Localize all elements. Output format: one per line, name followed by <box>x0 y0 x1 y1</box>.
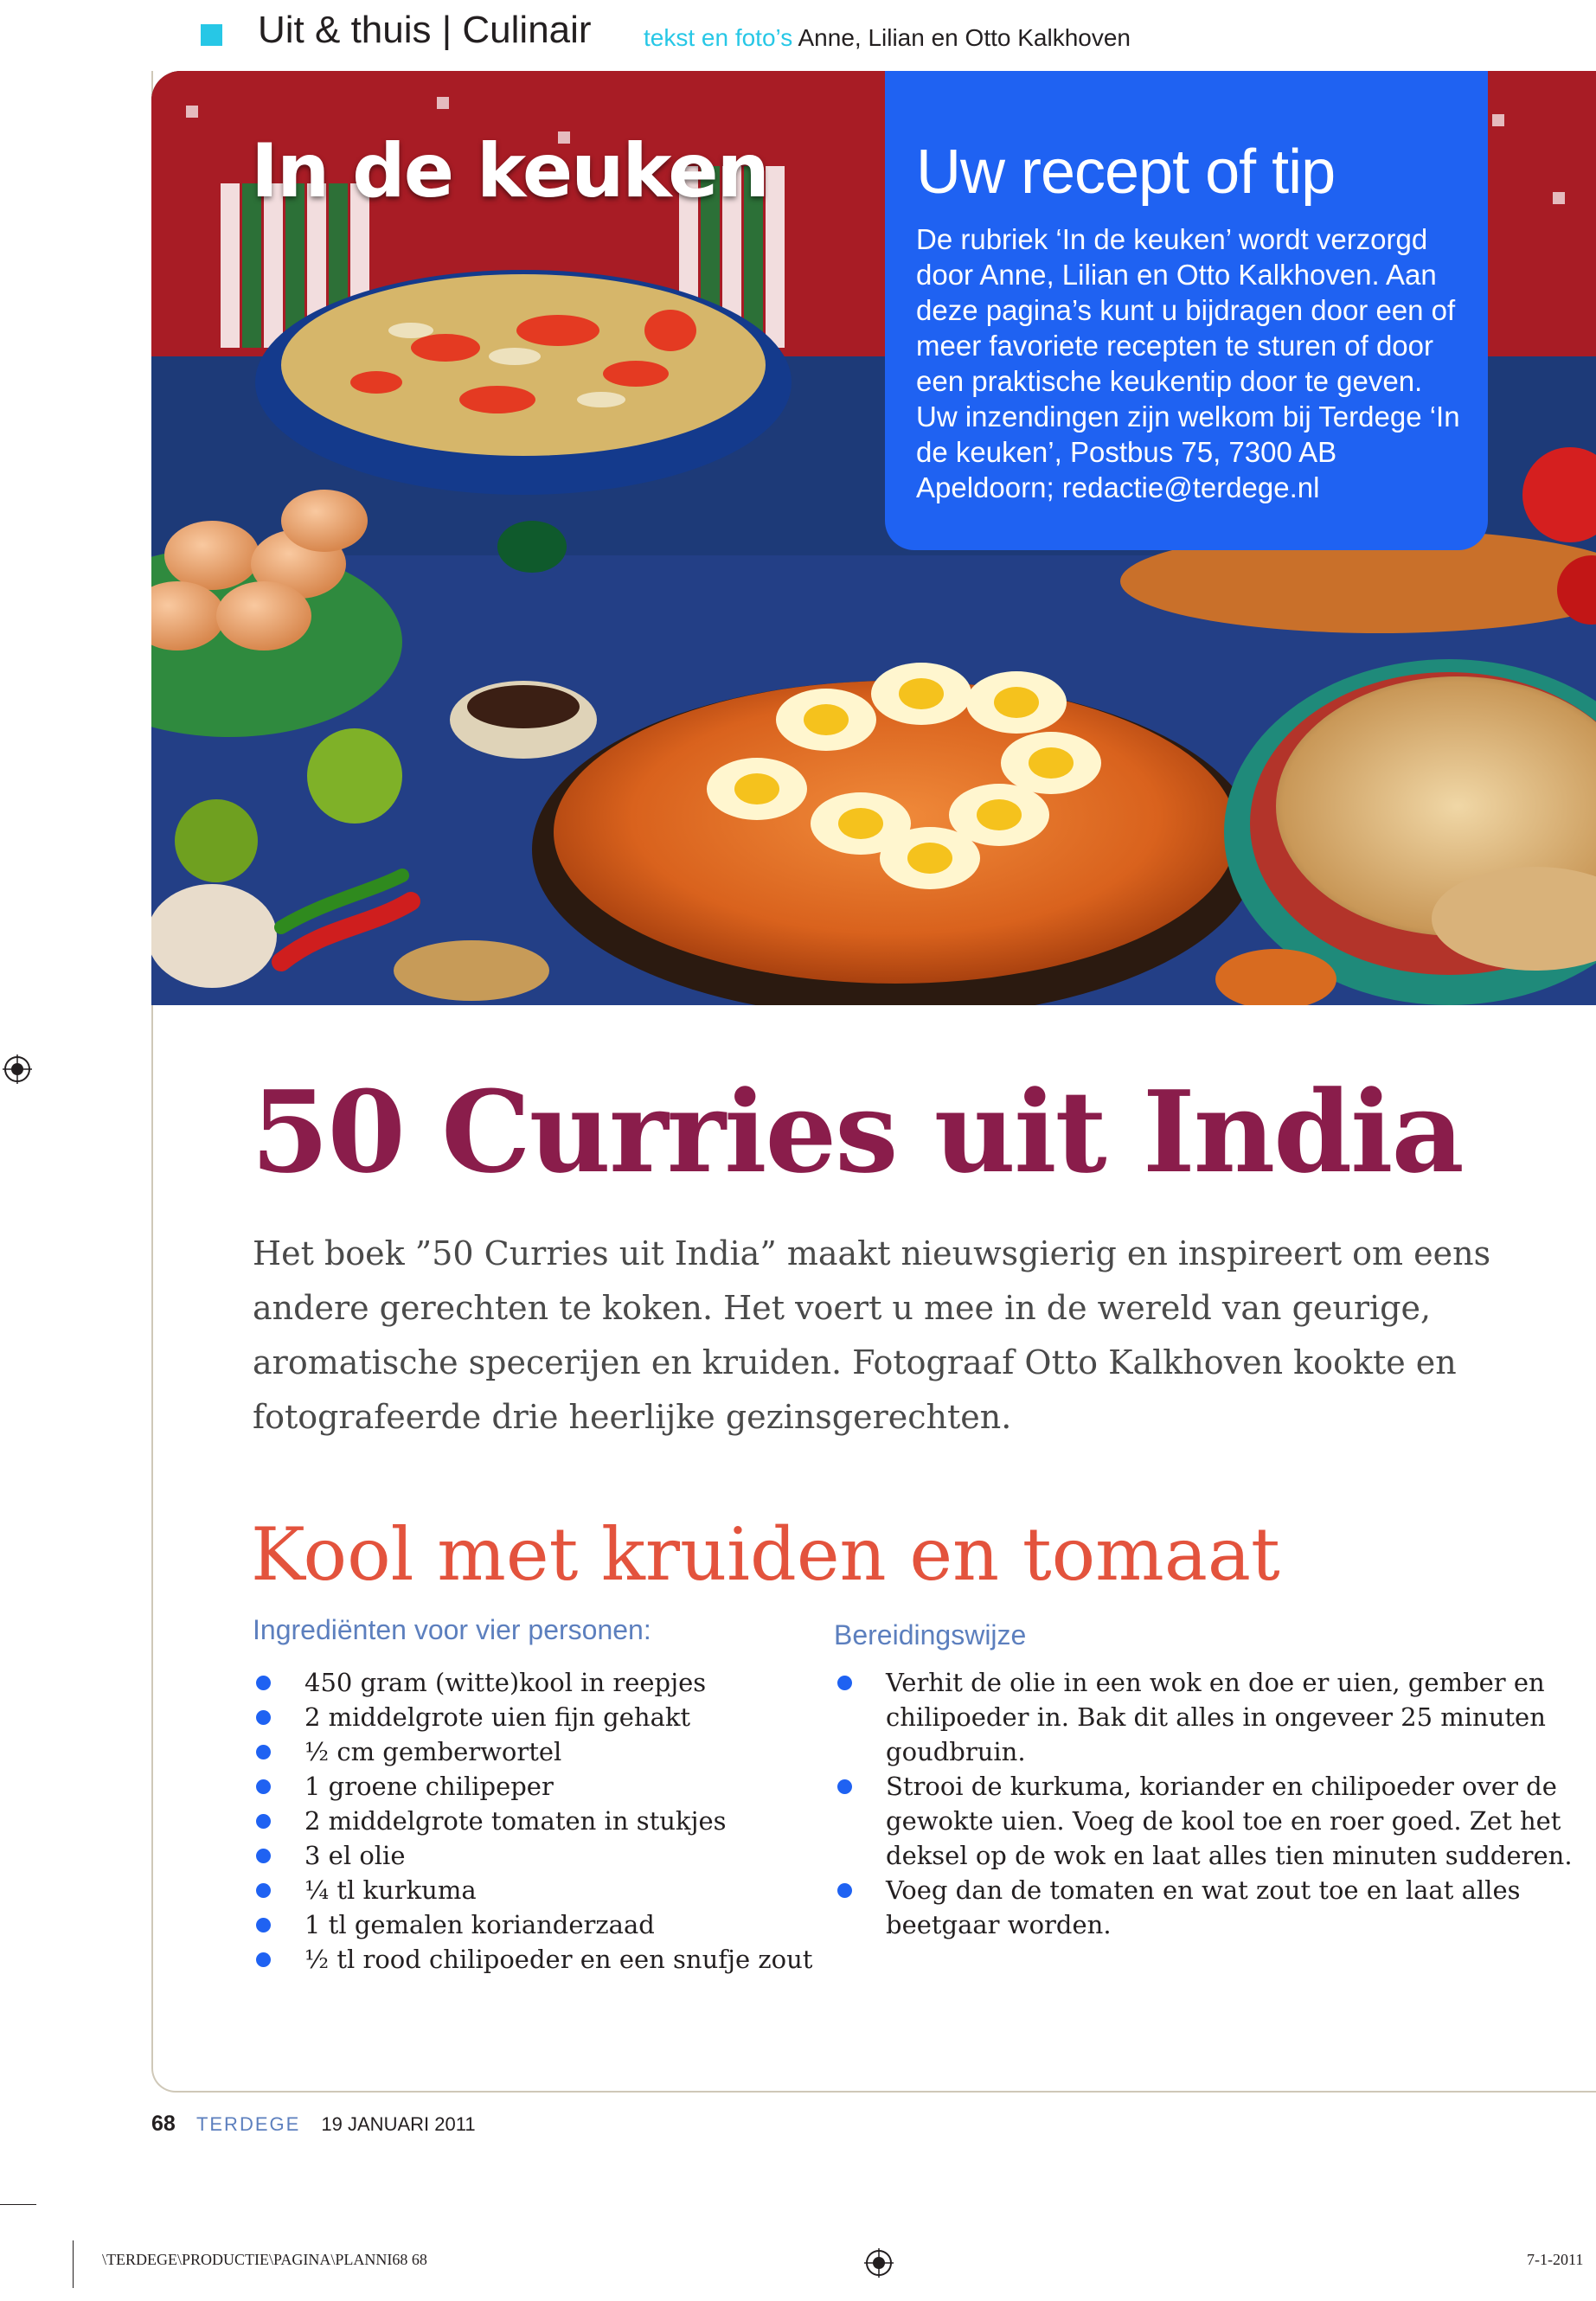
crop-mark <box>0 2204 36 2205</box>
bullet-dot-icon <box>837 1883 852 1898</box>
step-text: Verhit de olie in een wok en doe er uien, gember en chilipoeder in. Bak dit alles in ongeveer 25 minuten goudbruin. <box>886 1668 1546 1766</box>
ingredient-item <box>253 1769 824 1804</box>
credit-line <box>644 24 1131 52</box>
method-steps <box>834 1665 1578 1942</box>
ingredient-text: 450 gram (witte)kool in reepjes <box>304 1668 707 1697</box>
article-title: 50 Curries uit India <box>251 1066 1463 1198</box>
ingredients-list <box>253 1665 824 1977</box>
method-step <box>834 1873 1578 1942</box>
section-marker-square <box>201 24 222 46</box>
page-number: 68 <box>151 2112 176 2136</box>
tipbox-body: De rubriek ‘In de keuken’ wordt verzorgd door Anne, Lilian en Otto Kalkhoven. Aan deze pagina’s kunt u bijdragen door een of meer favoriete recepten te sturen of door een praktische keukentip door te geven. Uw inzendingen zijn welkom bij Terdege ‘In de keuken’, Postbus 75, 7300 AB Apeldoorn; redactie@terdege.nl <box>916 223 1460 503</box>
method-step <box>834 1665 1578 1769</box>
ingredient-text: ¼ tl kurkuma <box>304 1875 477 1905</box>
ingredient-item <box>253 1700 824 1734</box>
credit-label: tekst en foto’s <box>644 24 793 51</box>
ingredient-text: 2 middelgrote tomaten in stukjes <box>304 1806 727 1836</box>
bullet-dot-icon <box>837 1779 852 1794</box>
article-intro: Het boek ”50 Curries uit India” maakt nieuwsgierig en inspireert om eens andere gerechten te koken. Het voert u mee in de wereld van geurige, aromatische specerijen en kruiden. Fotograaf Otto Kalkhoven kookte en fotografeerde drie heerlijke gezinsgerechten. <box>253 1234 1491 1436</box>
bullet-dot-icon <box>256 1676 271 1690</box>
ingredient-item <box>253 1734 824 1769</box>
ingredients-heading: Ingrediënten voor vier personen: <box>253 1614 651 1645</box>
ingredient-text: ½ tl rood chilipoeder en een snufje zout <box>304 1945 813 1974</box>
ingredient-text: ½ cm gemberwortel <box>304 1737 562 1766</box>
bullet-dot-icon <box>256 1745 271 1759</box>
ingredient-text: 1 groene chilipeper <box>304 1772 554 1801</box>
step-text: Strooi de kurkuma, koriander en chilipoeder over de gewokte uien. Voeg de kool toe en roer goed. Zet het deksel op de wok en laat alles tien minuten sudderen. <box>886 1772 1573 1870</box>
ingredient-item <box>253 1942 824 1977</box>
crop-mark <box>73 2240 74 2288</box>
bullet-dot-icon <box>256 1779 271 1794</box>
bullet-dot-icon <box>256 1883 271 1898</box>
bullet-dot-icon <box>837 1676 852 1690</box>
magazine-name: TERDEGE <box>195 2113 301 2135</box>
photo-title: In de keuken <box>251 128 768 215</box>
issue-date: 19 JANUARI 2011 <box>321 2113 476 2135</box>
submission-info-box <box>885 71 1488 550</box>
ingredient-item <box>253 1838 824 1873</box>
ingredient-item <box>253 1873 824 1907</box>
credit-names: Anne, Lilian en Otto Kalkhoven <box>798 24 1131 51</box>
registration-mark-icon <box>3 1054 32 1084</box>
bullet-dot-icon <box>256 1814 271 1829</box>
page-footer <box>151 2112 476 2137</box>
bullet-dot-icon <box>256 1849 271 1863</box>
section-label: Uit & thuis | Culinair <box>258 9 592 51</box>
ingredient-item <box>253 1804 824 1838</box>
print-slug-date: 7-1-2011 <box>1527 2251 1584 2268</box>
registration-mark-icon <box>864 2248 894 2278</box>
ingredient-text: 3 el olie <box>304 1841 406 1870</box>
bullet-dot-icon <box>256 1952 271 1967</box>
recipe-title: Kool met kruiden en tomaat <box>251 1512 1280 1597</box>
method-step <box>834 1769 1578 1873</box>
ingredient-item <box>253 1907 824 1942</box>
ingredient-item <box>253 1665 824 1700</box>
bullet-dot-icon <box>256 1710 271 1725</box>
bullet-dot-icon <box>256 1918 271 1932</box>
method-heading: Bereidingswijze <box>834 1619 1027 1650</box>
ingredient-text: 1 tl gemalen korianderzaad <box>304 1910 655 1939</box>
ingredient-text: 2 middelgrote uien fijn gehakt <box>304 1702 691 1732</box>
tipbox-heading: Uw recept of tip <box>916 138 1336 207</box>
step-text: Voeg dan de tomaten en wat zout toe en laat alles beetgaar worden. <box>886 1875 1521 1939</box>
print-slug-path: \TERDEGE\PRODUCTIE\PAGINA\PLANNI68 68 <box>102 2251 427 2268</box>
